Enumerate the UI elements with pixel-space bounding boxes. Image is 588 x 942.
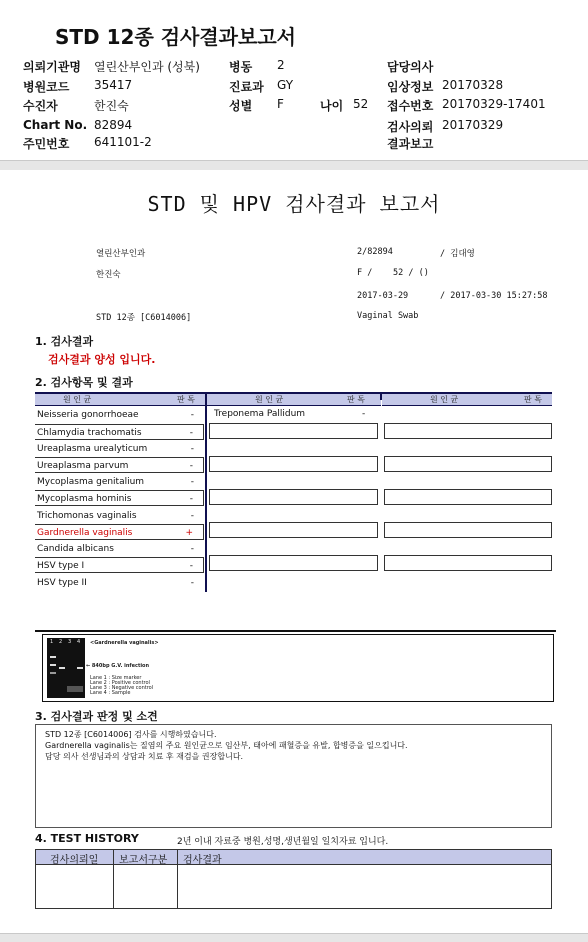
pathogen-name: Ureaplasma parvum xyxy=(37,461,129,471)
gel-band xyxy=(77,667,83,669)
opinion-line: 담당 의사 선생님과의 상담과 치료 후 재검을 권장합니다. xyxy=(45,752,244,761)
table-divider-1 xyxy=(205,392,207,592)
hospital-code-value: 35417 xyxy=(94,78,133,92)
col2-pathogen-name: Treponema Pallidum xyxy=(214,409,306,419)
table-header-col3 xyxy=(382,392,552,406)
col3-judge-header: 판 독 xyxy=(524,395,542,404)
pathogen-result: - xyxy=(190,477,194,487)
gel-band xyxy=(50,672,56,674)
lane-number: 2 xyxy=(59,639,63,645)
hospital-code-label: 병원코드 xyxy=(23,80,70,94)
history-table-header xyxy=(35,849,552,865)
lane-number: 1 xyxy=(50,639,54,645)
header-title: STD 12종 검사결과보고서 xyxy=(55,25,296,49)
figure-top-rule xyxy=(35,630,556,632)
report-label: 결과보고 xyxy=(387,137,434,151)
history-col-result: 검사결과 xyxy=(183,855,222,866)
ward-value: 2 xyxy=(277,58,285,72)
figure-legend-line: Lane 1 : Size marker xyxy=(90,675,142,681)
report-age: 52 / () xyxy=(393,268,429,278)
empty-cell xyxy=(209,555,378,571)
sex-label: 성별 xyxy=(229,99,253,113)
sex-value: F xyxy=(277,97,284,111)
table-divider-2 xyxy=(380,392,382,400)
patient-label: 수진자 xyxy=(23,99,58,113)
chart-no-label: Chart No. xyxy=(23,118,88,132)
figure-legend-line: Lane 2 : Positive control xyxy=(90,680,150,686)
positive-result-text: 검사결과 양성 입니다. xyxy=(48,353,156,366)
pathogen-name: Mycoplasma genitalium xyxy=(37,477,145,487)
pathogen-name: HSV type II xyxy=(37,578,87,588)
pathogen-result: - xyxy=(189,428,193,438)
pathogen-result: - xyxy=(190,410,194,420)
opinion-line: STD 12종 [C6014006] 검사를 시행하였습니다. xyxy=(45,730,217,739)
table-header-col2 xyxy=(207,392,381,406)
resident-no-label: 주민번호 xyxy=(23,137,70,151)
clinical-info-label: 임상정보 xyxy=(387,80,434,94)
pathogen-name: Ureaplasma urealyticum xyxy=(37,444,148,454)
table-row xyxy=(35,508,204,524)
empty-cell xyxy=(384,456,552,472)
history-note: 2년 이내 자료중 병원,성명,생년월일 일치자료 입니다. xyxy=(177,837,389,847)
request-date-label: 검사의뢰 xyxy=(387,120,434,134)
reception-no-label: 접수번호 xyxy=(387,99,434,113)
gel-band xyxy=(50,664,56,666)
table-row xyxy=(35,474,204,490)
report-test: STD 12종 [C6014006] xyxy=(96,313,192,323)
pathogen-name: HSV type I xyxy=(37,561,85,571)
section2-title: 2. 검사항목 및 결과 xyxy=(35,376,133,389)
col1-pathogen-header: 원 인 균 xyxy=(63,395,92,404)
pathogen-result: - xyxy=(190,578,194,588)
pathogen-name: Neisseria gonorrhoeae xyxy=(37,410,139,420)
institution-value: 열린산부인과 (성북) xyxy=(94,60,200,74)
figure-legend-line: Lane 4 : Sample xyxy=(90,690,131,696)
section1-title: 1. 검사결과 xyxy=(35,335,94,348)
report-patient: 한진숙 xyxy=(96,270,121,280)
gel-figure xyxy=(42,634,554,702)
opinion-box xyxy=(35,724,552,828)
empty-cell xyxy=(384,522,552,538)
col2-judge-header: 판 독 xyxy=(347,395,365,404)
pathogen-result: - xyxy=(190,511,194,521)
pathogen-result: + xyxy=(185,528,193,538)
table-row xyxy=(35,575,204,591)
report-doctor: / 김대영 xyxy=(440,249,475,259)
table-row xyxy=(35,407,204,423)
table-row xyxy=(35,424,204,440)
patient-value: 한진숙 xyxy=(94,99,129,113)
history-col-type: 보고서구분 xyxy=(119,855,168,866)
resident-no-value: 641101-2 xyxy=(94,135,152,149)
pathogen-result: - xyxy=(190,544,194,554)
request-date-value: 20170329 xyxy=(442,118,504,132)
reception-no-value: 20170329-17401 xyxy=(442,97,546,111)
age-value: 52 xyxy=(353,97,369,111)
pathogen-result: - xyxy=(190,444,194,454)
gel-band xyxy=(50,656,56,658)
table-header-col1 xyxy=(35,392,206,406)
pathogen-name: Gardnerella vaginalis xyxy=(37,528,133,538)
institution-label: 의뢰기관명 xyxy=(23,60,81,74)
lane-number: 4 xyxy=(77,639,81,645)
table-row xyxy=(35,441,204,457)
opinion-line: Gardnerella vaginalis는 질염의 주요 원인균으로 임산부, 태아에 패혈증을 유발, 합병증을 일으킵니다. xyxy=(45,741,408,750)
pathogen-name: Trichomonas vaginalis xyxy=(37,511,137,521)
clinical-info-value: 20170328 xyxy=(442,78,504,92)
report-title: STD 및 HPV 검사결과 보고서 xyxy=(147,192,441,216)
table-row xyxy=(35,541,204,557)
empty-cell xyxy=(209,456,378,472)
empty-cell xyxy=(384,489,552,505)
history-col-date: 검사의뢰일 xyxy=(50,855,99,866)
department-label: 진료과 xyxy=(229,80,264,94)
lane-number: 3 xyxy=(68,639,72,645)
table-row xyxy=(35,557,204,573)
empty-cell xyxy=(209,423,378,439)
header-separator xyxy=(0,160,588,170)
pathogen-result: - xyxy=(189,494,193,504)
report-specimen: Vaginal Swab xyxy=(357,311,419,321)
col1-judge-header: 판 독 xyxy=(177,395,195,404)
department-value: GY xyxy=(277,78,294,92)
empty-cell xyxy=(209,489,378,505)
gel-band xyxy=(67,686,83,692)
report-date-request: 2017-03-29 xyxy=(357,291,409,301)
figure-band-label: ← 840bp G.V. infection xyxy=(86,663,150,669)
col2-pathogen-result: - xyxy=(362,409,366,419)
report-ward-chart: 2/82894 xyxy=(357,247,393,257)
doctor-label: 담당의사 xyxy=(387,60,434,74)
empty-cell xyxy=(384,555,552,571)
table-row xyxy=(35,457,204,473)
figure-legend-line: Lane 3 : Negative control xyxy=(90,685,154,691)
section4-title: 4. TEST HISTORY xyxy=(35,832,139,845)
section3-title: 3. 검사결과 판정 및 소견 xyxy=(35,710,158,723)
ward-label: 병동 xyxy=(229,60,253,74)
figure-title: <Gardnerella vaginalis> xyxy=(90,640,159,646)
pathogen-result: - xyxy=(189,561,193,571)
report-date-result: / 2017-03-30 15:27:58 xyxy=(440,291,548,301)
col3-pathogen-header: 원 인 균 xyxy=(430,395,459,404)
col2-pathogen-header: 원 인 균 xyxy=(255,395,284,404)
report-sex: F / xyxy=(357,268,373,278)
table-row xyxy=(35,490,204,506)
table-row-positive xyxy=(35,524,204,540)
history-table-body xyxy=(35,864,552,909)
pathogen-result: - xyxy=(189,461,193,471)
gel-image xyxy=(47,638,85,698)
age-label: 나이 xyxy=(320,99,344,113)
empty-cell xyxy=(384,423,552,439)
pathogen-name: Chlamydia trachomatis xyxy=(37,428,142,438)
pathogen-name: Mycoplasma hominis xyxy=(37,494,132,504)
chart-no-value: 82894 xyxy=(94,118,133,132)
empty-cell xyxy=(209,522,378,538)
report-clinic: 열린산부인과 xyxy=(96,249,146,259)
pathogen-name: Candida albicans xyxy=(37,544,114,554)
gel-band xyxy=(59,667,65,669)
